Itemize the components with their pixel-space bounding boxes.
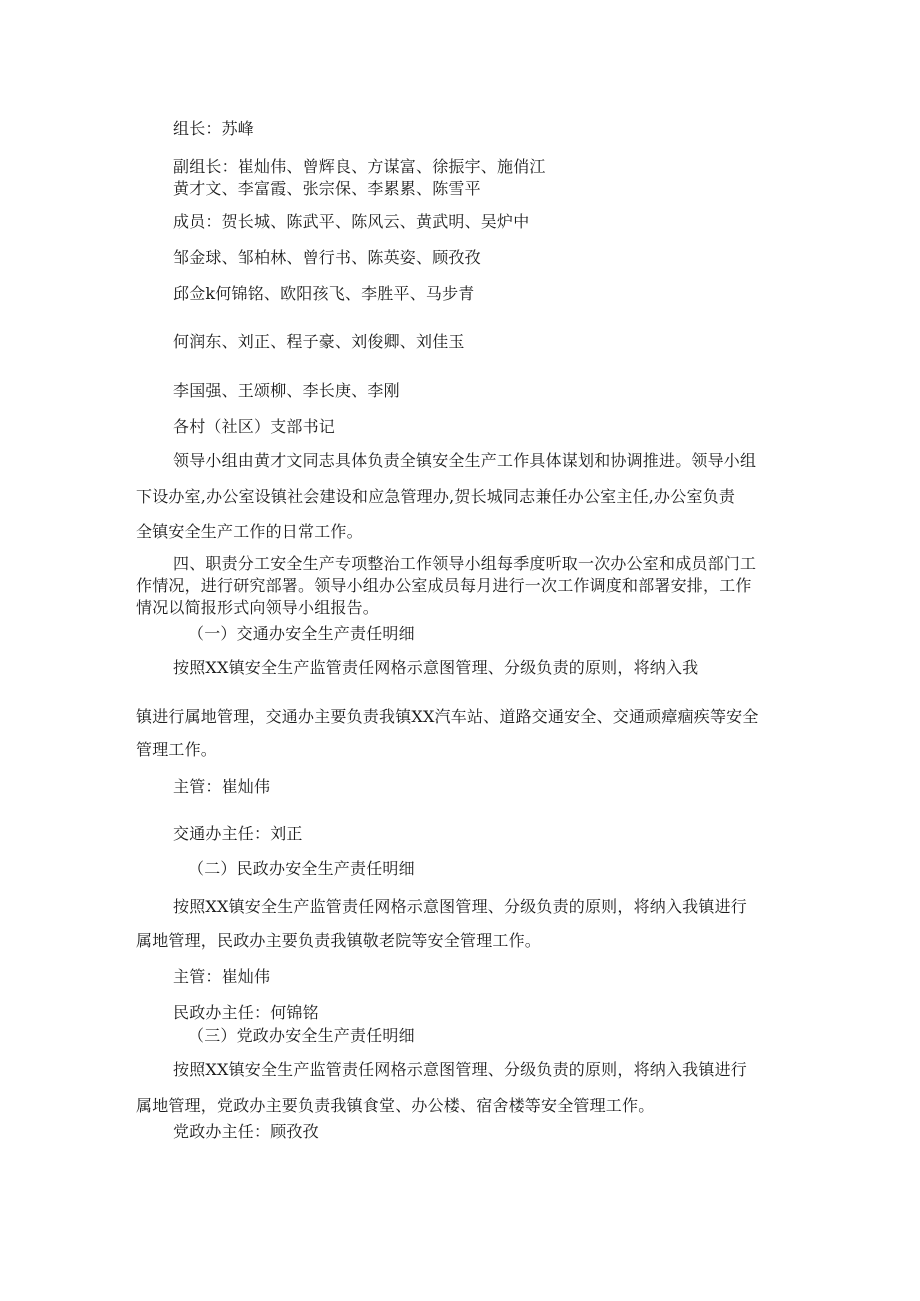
section-four-line-3: 情况以简报形式向领导小组报告。 xyxy=(136,598,380,617)
subsection-2-director: 民政办主任：何锦铭 xyxy=(173,1003,319,1022)
subsection-1-director: 交通办主任：刘正 xyxy=(173,824,303,843)
subsection-1-supervisor: 主管：崔灿伟 xyxy=(173,777,271,796)
section-four-line-1: 四、职责分工安全生产专项整治工作领导小组每季度听取一次办公室和成员部门工 xyxy=(173,554,757,573)
members-line-5: 李国强、王颂柳、李长庚、李刚 xyxy=(173,381,400,400)
leader-line: 组长：苏峰 xyxy=(173,119,255,138)
office-paragraph-line-2: 下设办室,办公室设镇社会建设和应急管理办,贺长城同志兼任办公室主任,办公室负责 xyxy=(136,487,736,506)
subsection-3-heading: （三）党政办安全生产责任明细 xyxy=(188,1026,415,1045)
section-four-line-2: 作情况，进行研究部署。领导小组办公室成员每月进行一次工作调度和部署安排，工作 xyxy=(136,576,752,595)
office-paragraph-line-1: 领导小组由黄才文同志具体负责全镇安全生产工作具体谋划和协调推进。领导小组 xyxy=(173,451,757,470)
subsection-3-paragraph-line-1: 按照XX镇安全生产监管责任网格示意图管理、分级负责的原则，将纳入我镇进行 xyxy=(173,1060,747,1079)
subsection-2-heading: （二）民政办安全生产责任明细 xyxy=(188,859,415,878)
subsection-1-paragraph-line-2: 镇进行属地管理，交通办主要负责我镇XX汽车站、道路交通安全、交通顽瘴痼疾等安全 xyxy=(136,707,759,726)
members-line-1: 成员：贺长城、陈武平、陈风云、黄武明、吴炉中 xyxy=(173,212,530,231)
deputy-leaders-line-1: 副组长：崔灿伟、曾辉良、方谋富、徐振宇、施俏江 xyxy=(173,157,546,176)
subsection-1-paragraph-line-3: 管理工作。 xyxy=(136,740,218,759)
members-line-4: 何润东、刘正、程子豪、刘俊卿、刘佳玉 xyxy=(173,332,465,351)
subsection-1-paragraph-line-1: 按照XX镇安全生产监管责任网格示意图管理、分级负责的原则，将纳入我 xyxy=(173,658,699,677)
subsection-3-director: 党政办主任：顾孜孜 xyxy=(173,1122,319,1141)
subsection-2-paragraph-line-2: 属地管理，民政办主要负责我镇敬老院等安全管理工作。 xyxy=(136,931,542,950)
subsection-2-paragraph-line-1: 按照XX镇安全生产监管责任网格示意图管理、分级负责的原则，将纳入我镇进行 xyxy=(173,897,747,916)
office-paragraph-line-3: 全镇安全生产工作的日常工作。 xyxy=(136,522,363,541)
subsection-3-paragraph-line-2: 属地管理，党政办主要负责我镇食堂、办公楼、宿舍楼等安全管理工作。 xyxy=(136,1096,655,1115)
members-line-6: 各村（社区）支部书记 xyxy=(173,417,336,436)
subsection-2-supervisor: 主管：崔灿伟 xyxy=(173,967,271,986)
deputy-leaders-line-2: 黄才文、李富霞、张宗保、李累累、陈雪平 xyxy=(173,179,481,198)
members-line-3: 邱佥k何锦铭、欧阳孩飞、李胜平、马步青 xyxy=(173,284,475,303)
subsection-1-heading: （一）交通办安全生产责任明细 xyxy=(188,624,415,643)
members-line-2: 邹金球、邹柏林、曾行书、陈英姿、顾孜孜 xyxy=(173,248,481,267)
